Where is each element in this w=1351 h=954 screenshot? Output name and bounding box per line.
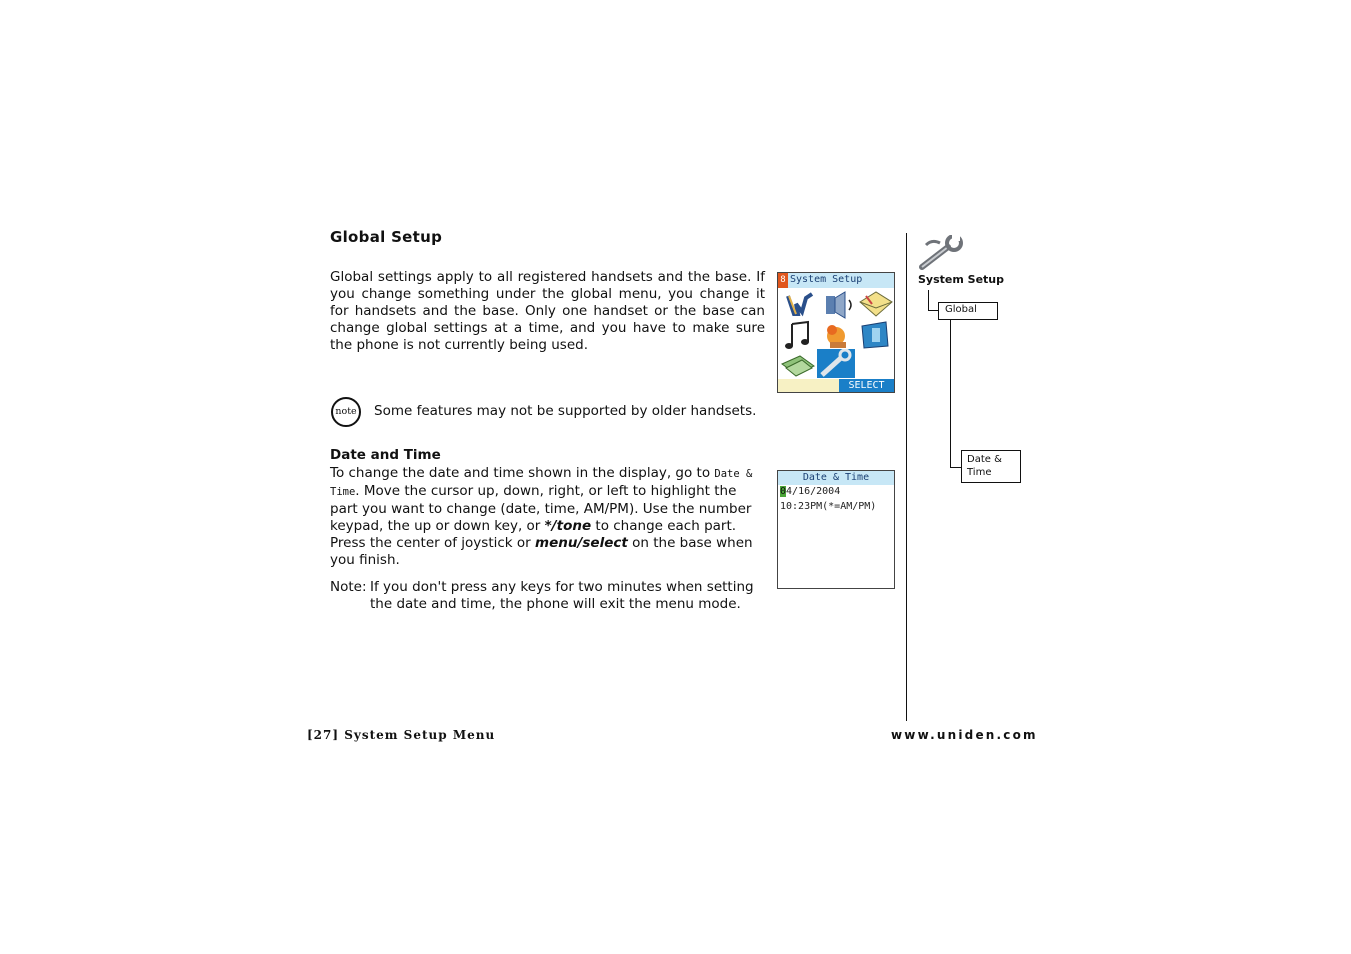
menu-select-key-label: menu/select	[535, 535, 628, 551]
system-setup-screen	[777, 272, 895, 393]
dt-text-2: . Move the cursor up, down, right, or left to highlight the part you want to change (date, time, AM/PM). Use the number keypad, the up or down key, or	[330, 483, 752, 534]
column-divider	[906, 233, 907, 721]
date-time-label-2: Time	[967, 467, 992, 478]
global-menu-box: Global	[938, 302, 998, 320]
tree-connector	[950, 467, 961, 468]
note-text: Some features may not be supported by older handsets.	[374, 403, 757, 419]
envelope-icon	[858, 290, 894, 320]
date-value: 4/16/2004	[786, 486, 841, 497]
tree-connector	[928, 310, 938, 311]
screen-title-bar	[778, 273, 894, 288]
tone-key-label: */tone	[544, 518, 592, 534]
note-line-1: If you don't press any keys for two minutes when setting	[370, 579, 754, 595]
select-softkey: SELECT	[839, 379, 894, 392]
flower-icon	[820, 320, 856, 350]
time-line: 10:23PM(*=AM/PM)	[780, 501, 877, 512]
tree-connector	[950, 320, 951, 467]
intro-paragraph: Global settings apply to all registered handsets and the base. If you change something under the global menu, you change it for handsets and the base. Only one handset or the base can change global settings at a time, and you have to make sure the phone is not currently being used.	[330, 269, 765, 353]
book-icon	[858, 320, 894, 350]
dt-text-3: to change each part. Press the center of joystick or	[330, 518, 737, 551]
screen-title: Date & Time	[778, 471, 894, 485]
wrench-icon	[818, 349, 854, 379]
date-time-menu-box	[961, 450, 1021, 483]
note-line-2: the date and time, the phone will exit the menu mode.	[370, 596, 741, 612]
date-line	[780, 486, 840, 497]
phone-settings-icon	[784, 290, 820, 320]
system-setup-label: System Setup	[918, 273, 1004, 286]
dt-lcd-text: Date & Time	[330, 468, 753, 498]
money-icon	[780, 350, 816, 380]
screen-title: System Setup	[790, 274, 863, 285]
page-footer-title: [27] System Setup Menu	[307, 728, 496, 742]
note-label: Note:	[330, 579, 367, 595]
date-time-label-1: Date &	[967, 454, 1002, 465]
dt-text-1: To change the date and time shown in the display, go to	[330, 465, 715, 481]
music-note-icon	[782, 320, 818, 350]
timeout-note	[330, 579, 760, 613]
system-setup-wrench-icon	[918, 235, 966, 271]
tree-connector	[928, 290, 929, 311]
note-icon: note	[331, 397, 361, 427]
date-time-heading: Date and Time	[330, 447, 441, 463]
date-time-screen	[777, 470, 895, 589]
speaker-icon	[822, 290, 858, 320]
section-title: Global Setup	[330, 228, 443, 246]
website-url: www.uniden.com	[891, 728, 1038, 742]
edit-cursor: 0	[780, 486, 787, 497]
menu-number: 8	[778, 273, 788, 288]
dt-text-4: on the base when you finish.	[330, 535, 753, 568]
date-time-paragraph	[330, 465, 760, 569]
